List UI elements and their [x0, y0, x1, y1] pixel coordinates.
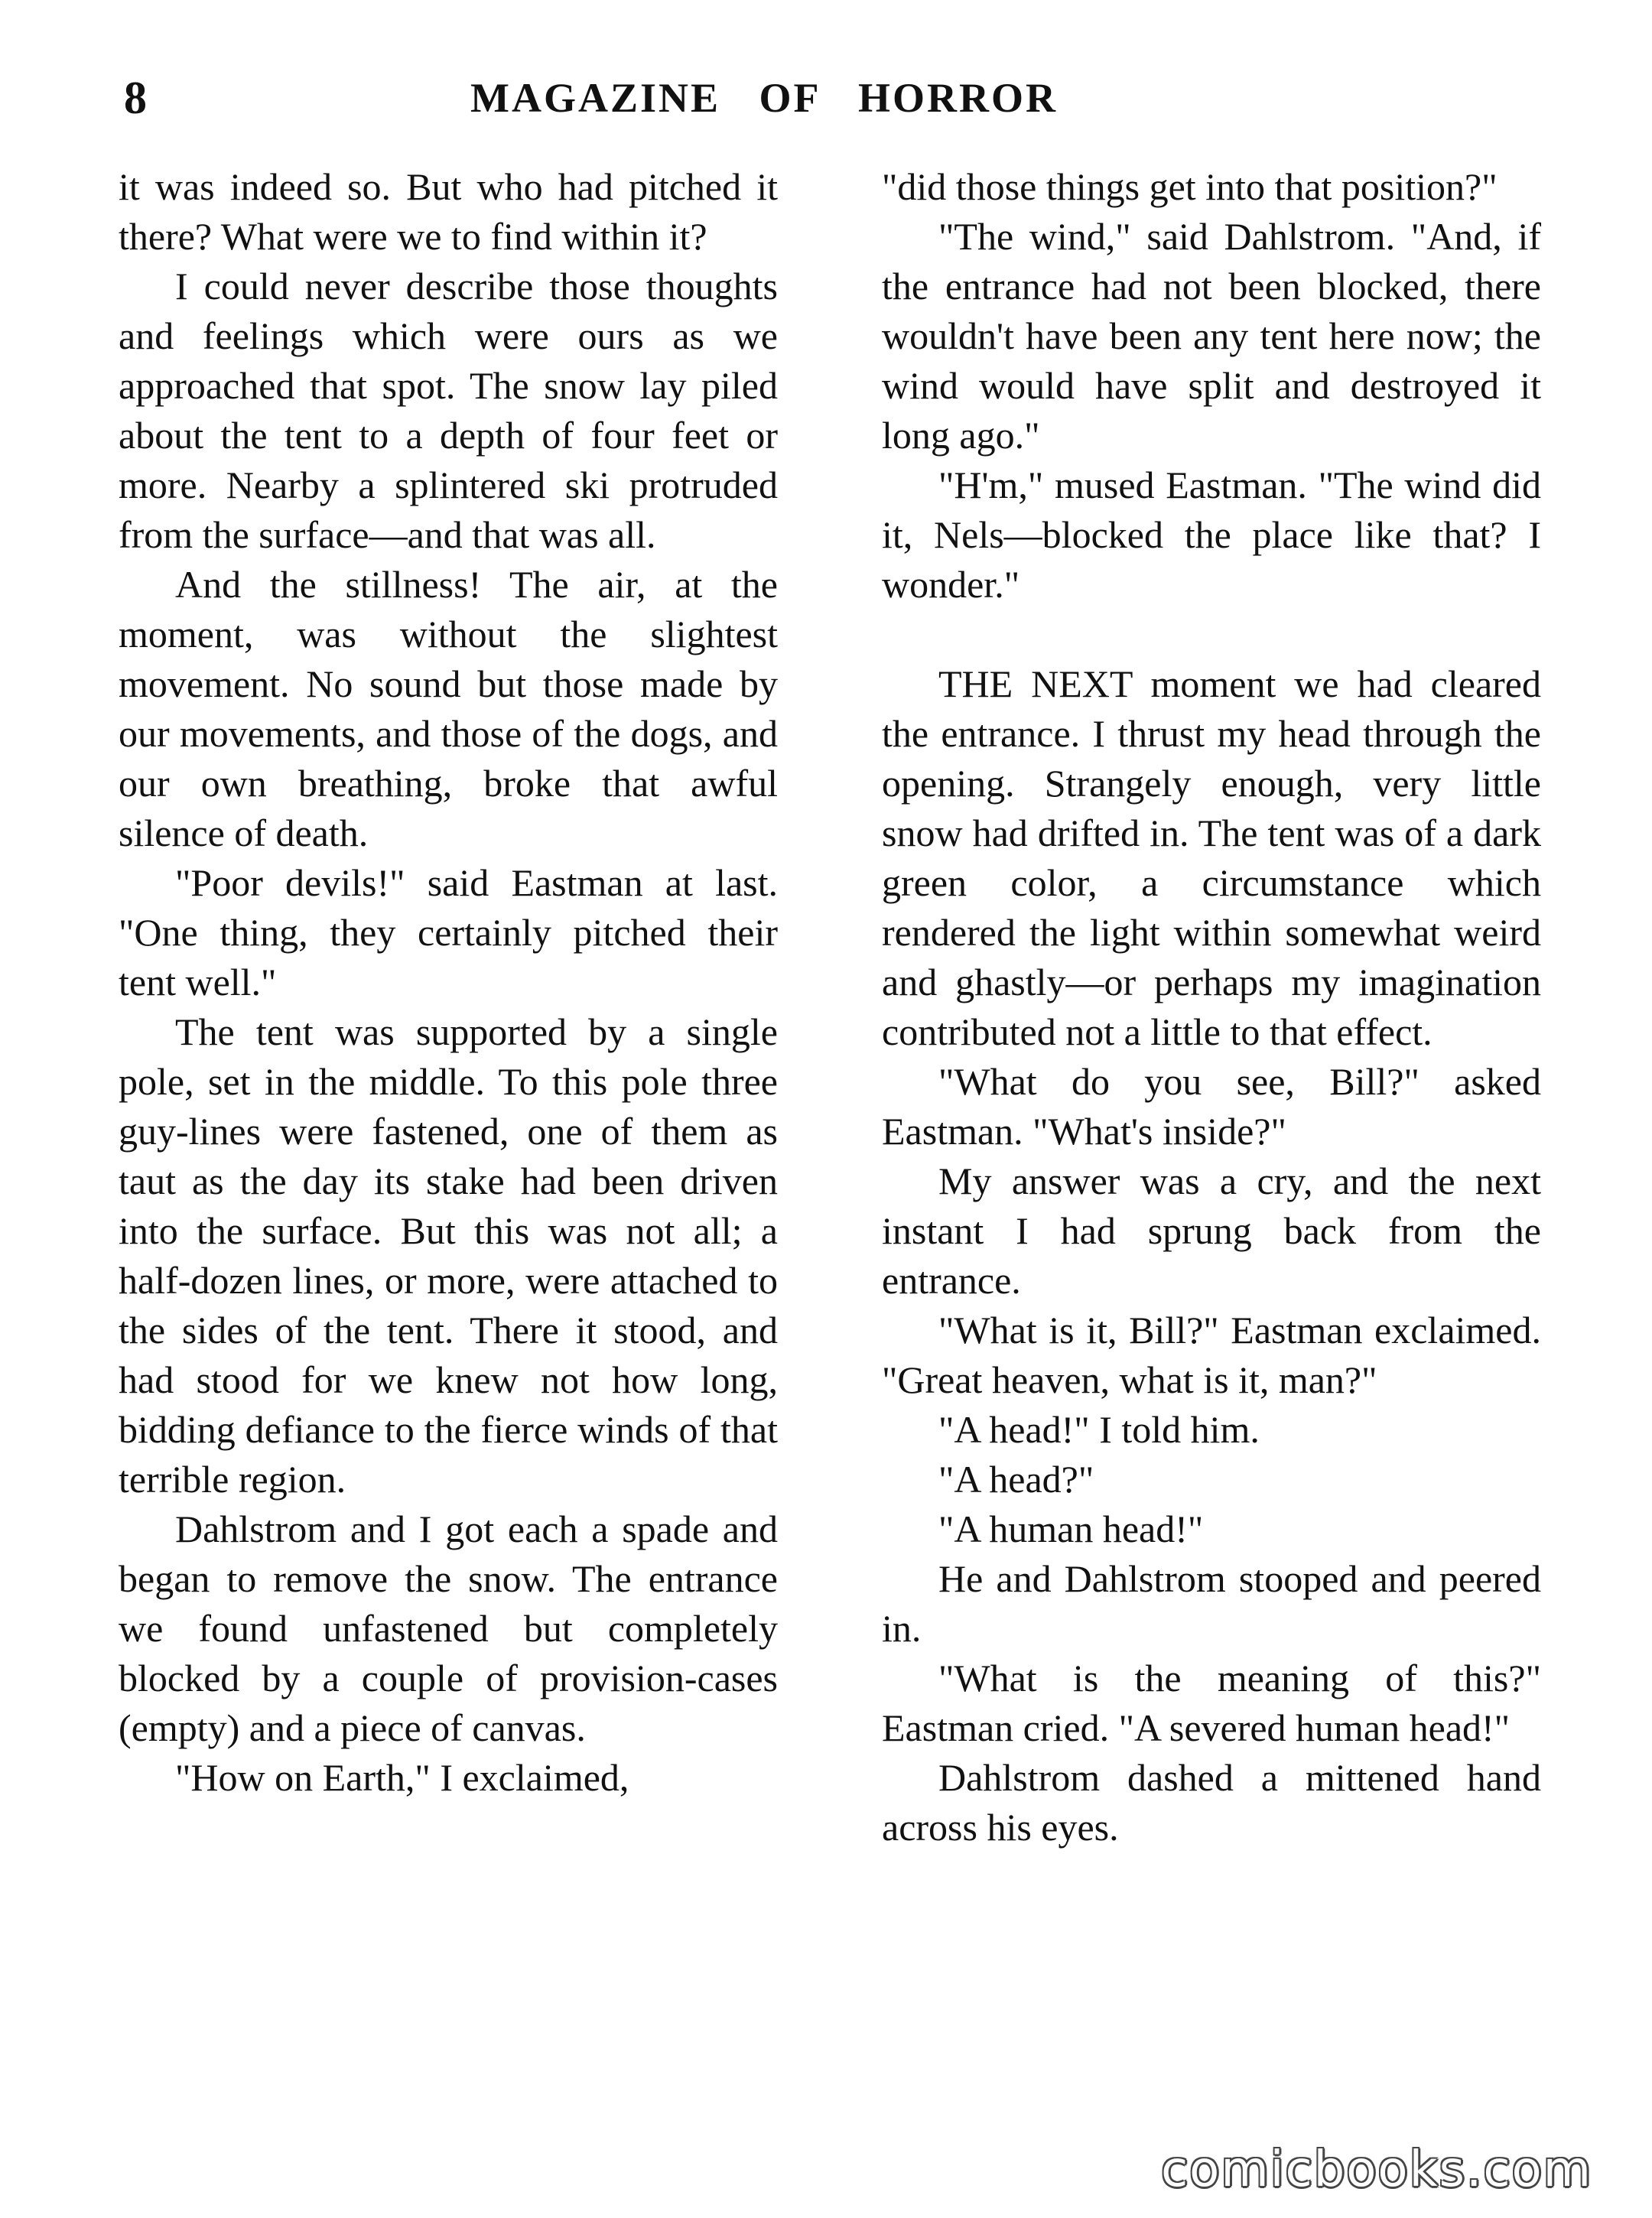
paragraph: it was indeed so. But who had pitched it there? What were we to find within it?	[119, 165, 778, 258]
paragraph: And the stillness! The air, at the moment, was without the slightest movement. No sound but those made by our movements, and those of the dogs, and our own breathing, broke that awful silence of death.	[119, 563, 778, 854]
paragraph: Dahlstrom and I got each a spade and began to remove the snow. The entrance we found unfastened but completely blocked by a couple of provision-cases (empty) and a piece of canvas.	[119, 1507, 778, 1749]
paragraph: "did those things get into that position?"	[882, 165, 1498, 208]
paragraph: "A head!" I told him.	[938, 1408, 1260, 1451]
paragraph: My answer was a cry, and the next instant I had sprung back from the entrance.	[882, 1159, 1541, 1302]
paragraph: "What is it, Bill?" Eastman exclaimed. "Great heaven, what is it, man?"	[882, 1309, 1541, 1401]
paragraph: Dahlstrom dashed a mittened hand across his eyes.	[882, 1756, 1541, 1849]
paragraph: He and Dahlstrom stooped and peered in.	[882, 1557, 1541, 1650]
paragraph: "What is the meaning of this?" Eastman cried. "A severed human head!"	[882, 1657, 1541, 1749]
right-column	[882, 162, 1541, 1852]
watermark: comicbooks.com	[1160, 2142, 1592, 2198]
paragraph: "What do you see, Bill?" asked Eastman. "What's inside?"	[882, 1060, 1541, 1153]
paragraph: THE NEXT moment we had cleared the entrance. I thrust my head through the opening. Strangely enough, very little snow had drifted in. The tent was of a dark green color, a circumstance which rendered the light within somewhat weird and ghastly—or perhaps my imagination contributed not a little to that effect.	[882, 662, 1541, 1053]
running-head: MAGAZINE OF HORROR	[470, 75, 1058, 121]
paragraph: "Poor devils!" said Eastman at last. "One thing, they certainly pitched their tent well."	[119, 861, 778, 1003]
left-column	[119, 162, 778, 1803]
page-header	[0, 67, 1652, 128]
paragraph: "H'm," mused Eastman. "The wind did it, Nels—blocked the place like that? I wonder."	[882, 463, 1541, 606]
paragraph: "A human head!"	[938, 1507, 1204, 1550]
paragraph: I could never describe those thoughts and feelings which were ours as we approached that spot. The snow lay piled about the tent to a depth of four feet or more. Nearby a splintered ski protruded from the surface—and that was all.	[119, 265, 778, 556]
paragraph: "A head?"	[938, 1458, 1094, 1501]
page-number: 8	[124, 73, 147, 123]
paragraph: The tent was supported by a single pole, set in the middle. To this pole three guy-lines were fastened, one of them as taut as the day its stake had been driven into the surface. But this was not all; a half-dozen lines, or more, were attached to the sides of the tent. There it stood, and had stood for we knew not how long, bidding defiance to the fierce winds of that terrible region.	[119, 1010, 778, 1501]
paragraph: "The wind," said Dahlstrom. "And, if the entrance had not been blocked, there wouldn't have been any tent here now; the wind would have split and destroyed it long ago."	[882, 215, 1541, 457]
paragraph: "How on Earth," I exclaimed,	[175, 1756, 629, 1799]
